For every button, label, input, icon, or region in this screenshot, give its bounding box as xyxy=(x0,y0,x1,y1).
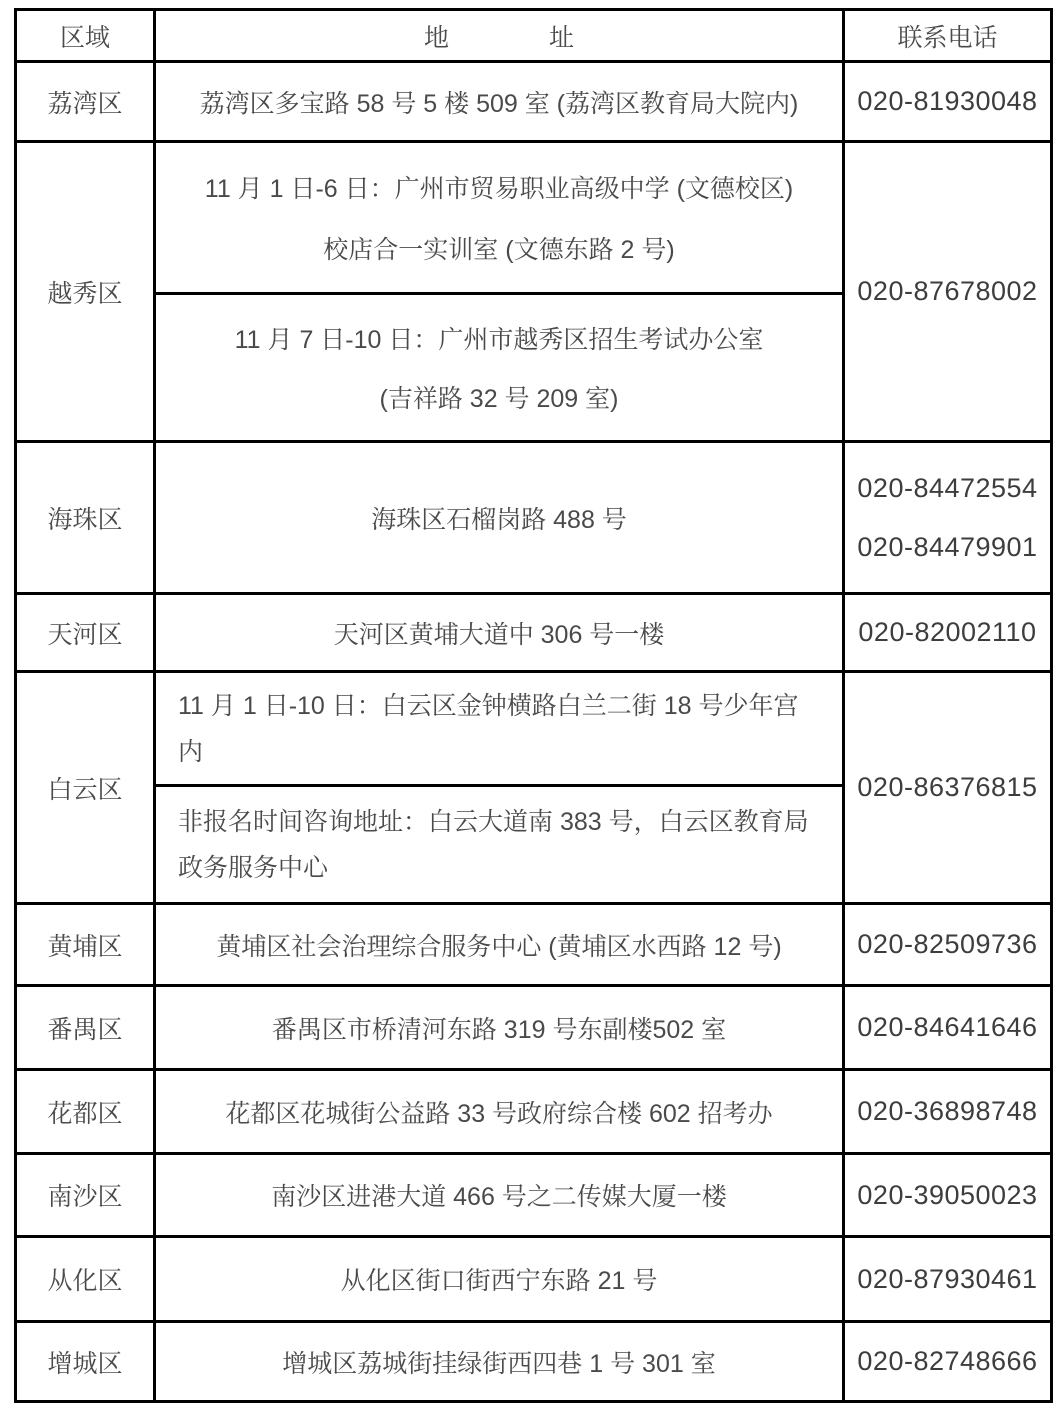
phone-number: 020-84472554 xyxy=(857,472,1038,503)
region-cell: 天河区 xyxy=(16,594,155,672)
address-cell: 从化区街口街西宁东路 21 号 xyxy=(155,1237,844,1322)
region-cell: 荔湾区 xyxy=(16,62,155,142)
phone-cell: 020-81930048 xyxy=(844,62,1052,142)
address-cell-period2 xyxy=(155,294,844,442)
table-row-baiyun-1 xyxy=(16,672,1052,786)
region-cell: 黄埔区 xyxy=(16,904,155,986)
region-cell: 越秀区 xyxy=(16,142,155,442)
table-row-panyu xyxy=(16,986,1052,1070)
address-line: 11 月 1 日-10 日：白云区金钟横路白兰二街 18 号少年宫 xyxy=(178,691,799,720)
address-cell: 花都区花城街公益路 33 号政府综合楼 602 招考办 xyxy=(155,1070,844,1154)
address-cell: 荔湾区多宝路 58 号 5 楼 509 室 (荔湾区教育局大院内) xyxy=(155,62,844,142)
header-region: 区域 xyxy=(16,10,155,62)
table-header-row xyxy=(16,10,1052,62)
address-line: 非报名时间咨询地址：白云大道南 383 号，白云区教育局 xyxy=(178,807,809,836)
table-row-zengcheng xyxy=(16,1322,1052,1402)
table-row-huangpu xyxy=(16,904,1052,986)
address-cell: 番禺区市桥清河东路 319 号东副楼502 室 xyxy=(155,986,844,1070)
address-cell-period1 xyxy=(155,142,844,294)
address-line: 11 月 1 日-6 日：广州市贸易职业高级中学 (文德校区) xyxy=(204,175,794,204)
table-row-huadu xyxy=(16,1070,1052,1154)
phone-lines xyxy=(845,445,1050,591)
region-cell: 番禺区 xyxy=(16,986,155,1070)
header-phone: 联系电话 xyxy=(844,10,1052,62)
region-cell: 南沙区 xyxy=(16,1154,155,1237)
phone-cell: 020-87930461 xyxy=(844,1237,1052,1322)
phone-cell: 020-86376815 xyxy=(844,672,1052,904)
table-row-tianhe xyxy=(16,594,1052,672)
address-cell: 南沙区进港大道 466 号之二传媒大厦一楼 xyxy=(155,1154,844,1237)
phone-cell xyxy=(844,442,1052,594)
region-cell: 花都区 xyxy=(16,1070,155,1154)
phone-cell: 020-39050023 xyxy=(844,1154,1052,1237)
address-cell: 增城区荔城街挂绿街西四巷 1 号 301 室 xyxy=(155,1322,844,1402)
address-cell: 天河区黄埔大道中 306 号一楼 xyxy=(155,594,844,672)
phone-cell: 020-84641646 xyxy=(844,986,1052,1070)
table-row-haizhu xyxy=(16,442,1052,594)
address-line: 政务服务中心 xyxy=(178,853,329,882)
region-cell: 海珠区 xyxy=(16,442,155,594)
address-line: 11 月 7 日-10 日：广州市越秀区招生考试办公室 xyxy=(234,325,764,354)
region-cell: 白云区 xyxy=(16,672,155,904)
address-cell-note1 xyxy=(155,672,844,786)
table-row-conghua xyxy=(16,1237,1052,1322)
table-row-liwan xyxy=(16,62,1052,142)
address-line: 内 xyxy=(178,737,204,766)
address-line: 校店合一实训室 (文德东路 2 号) xyxy=(323,235,675,264)
table-row-yuexiu-1 xyxy=(16,142,1052,294)
phone-cell: 020-82002110 xyxy=(844,594,1052,672)
table-row-nansha xyxy=(16,1154,1052,1237)
address-line: (吉祥路 32 号 209 室) xyxy=(379,385,619,414)
region-cell: 从化区 xyxy=(16,1237,155,1322)
address-lines xyxy=(178,799,824,891)
address-cell: 黄埔区社会治理综合服务中心 (黄埔区水西路 12 号) xyxy=(155,904,844,986)
region-cell: 增城区 xyxy=(16,1322,155,1402)
address-lines xyxy=(156,145,842,291)
phone-cell: 020-82509736 xyxy=(844,904,1052,986)
address-lines xyxy=(156,297,842,439)
header-address: 地 址 xyxy=(155,10,844,62)
district-contact-table xyxy=(14,8,1053,1403)
address-cell-note2 xyxy=(155,786,844,904)
phone-cell: 020-87678002 xyxy=(844,142,1052,442)
phone-number: 020-84479901 xyxy=(857,531,1038,562)
address-cell: 海珠区石榴岗路 488 号 xyxy=(155,442,844,594)
address-lines xyxy=(178,683,824,775)
phone-cell: 020-82748666 xyxy=(844,1322,1052,1402)
phone-cell: 020-36898748 xyxy=(844,1070,1052,1154)
